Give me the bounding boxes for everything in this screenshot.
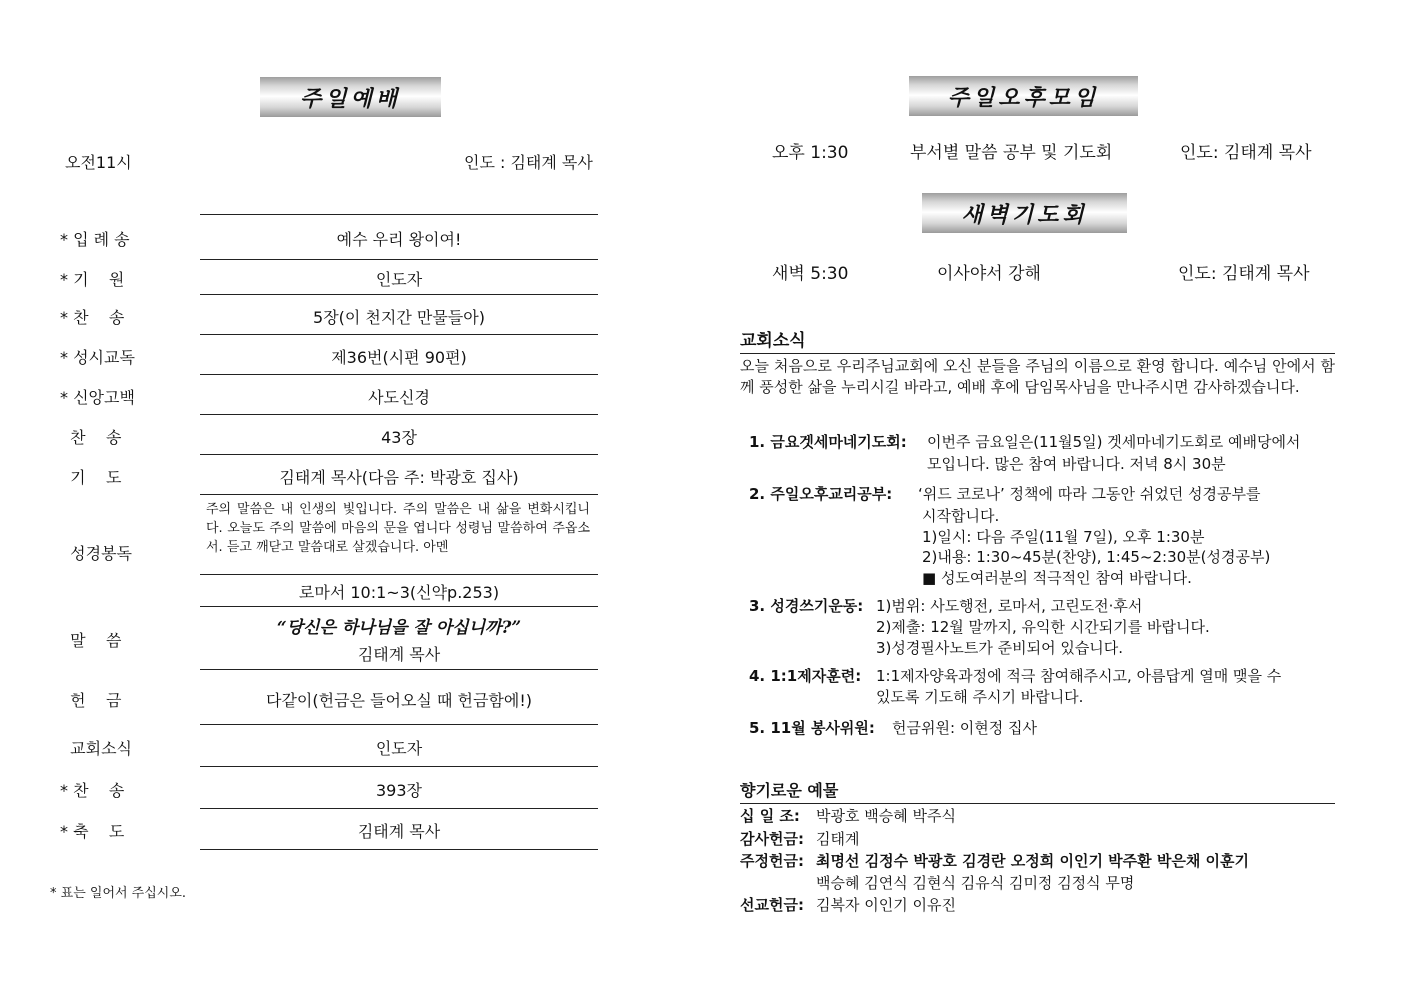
order-value: 김태계 목사(다음 주: 박광호 집사) <box>279 468 519 487</box>
worship-leader: 인도 : 김태계 목사 <box>464 153 593 172</box>
afternoon-time: 오후 1:30 <box>772 143 849 163</box>
order-label: * 입 례 송 <box>60 230 130 249</box>
order-line <box>200 808 598 809</box>
standing-footnote: * 표는 일어서 주십시오. <box>50 886 187 901</box>
afternoon-title: 주일오후모임 <box>909 76 1138 116</box>
order-label: 헌 금 <box>60 691 122 710</box>
scripture-reading-prayer: 주의 말씀은 내 인생의 빛입니다. 주의 말씀은 내 삶을 변화시킵니다. 오늘도 주의 말씀에 마음의 문을 엽니다 성령님 말씀하여 주옵소서. 듣고 깨닫고 말씀대로 살겠습니다. 아멘 <box>206 502 590 555</box>
offering-label: 감사헌금: <box>740 830 804 848</box>
order-label: * 기 원 <box>60 270 125 289</box>
order-line <box>200 606 598 607</box>
order-line <box>200 414 598 415</box>
order-line <box>200 259 598 260</box>
scripture-reference: 로마서 10:1~3(신약p.253) <box>298 583 500 602</box>
worship-title: 주일예배 <box>260 77 441 117</box>
offering-names: 김태계 <box>816 830 860 848</box>
order-label: 기 도 <box>60 468 122 487</box>
sermon-preacher: 김태계 목사 <box>357 645 441 664</box>
order-value: 인도자 <box>375 739 423 758</box>
order-label: * 찬 송 <box>60 781 125 800</box>
order-value: 43장 <box>381 428 417 447</box>
order-label: * 찬 송 <box>60 308 125 327</box>
news-item-label: 1. 금요겟세마네기도회: <box>749 433 907 451</box>
order-label: 말 씀 <box>60 631 122 650</box>
order-value: 393장 <box>376 781 422 800</box>
order-value: 인도자 <box>375 270 423 289</box>
offering-names: 박광호 백승혜 박주식 <box>816 807 956 825</box>
news-item-line: ‘위드 코로나’ 정책에 따라 그동안 쉬었던 성경공부를 <box>918 485 1261 503</box>
dawn-time: 새벽 5:30 <box>772 264 849 284</box>
order-line <box>200 766 598 767</box>
order-line <box>200 669 598 670</box>
order-label: * 성시교독 <box>60 348 135 367</box>
offering-label: 십 일 조: <box>740 807 800 825</box>
order-value: 예수 우리 왕이여! <box>336 230 462 249</box>
news-item-line: 1)일시: 다음 주일(11월 7일), 오후 1:30분 <box>922 528 1205 546</box>
news-heading: 교회소식 <box>740 326 1335 354</box>
order-value: 5장(이 천지간 만물들아) <box>313 308 485 327</box>
offering-heading: 향기로운 예물 <box>740 778 1335 804</box>
order-line <box>200 574 598 575</box>
news-item-line: 헌금위원: 이현정 집사 <box>892 719 1038 737</box>
news-item-line: 모입니다. 많은 참여 바랍니다. 저녁 8시 30분 <box>927 455 1226 473</box>
order-value: 사도신경 <box>368 388 430 407</box>
afternoon-desc: 부서별 말씀 공부 및 기도회 <box>910 143 1113 163</box>
news-item-line: 시작합니다. <box>922 507 1000 525</box>
sermon-title: “당신은 하나님을 잘 아십니까?” <box>276 618 522 638</box>
order-label: * 축 도 <box>60 822 125 841</box>
news-item-line: 3)성경필사노트가 준비되어 있습니다. <box>876 639 1124 657</box>
order-line <box>200 849 598 850</box>
order-label: * 신앙고백 <box>60 388 135 407</box>
news-item-line: 2)내용: 1:30~45분(찬양), 1:45~2:30분(성경공부) <box>922 548 1271 566</box>
news-item-label: 5. 11월 봉사위원: <box>749 719 875 737</box>
news-item-label: 2. 주일오후교리공부: <box>749 485 893 503</box>
order-line <box>200 454 598 455</box>
dawn-leader: 인도: 김태계 목사 <box>1178 264 1310 284</box>
news-item-label: 4. 1:1제자훈련: <box>749 667 862 685</box>
order-label: 성경봉독 <box>60 544 132 563</box>
order-line <box>200 214 598 215</box>
news-item-label: 3. 성경쓰기운동: <box>749 597 864 615</box>
news-item-line: ■ 성도여러분의 적극적인 참여 바랍니다. <box>922 569 1192 587</box>
offering-names: 김복자 이인기 이유진 <box>816 896 956 914</box>
news-item-line: 2)제출: 12월 말까지, 유익한 시간되기를 바랍니다. <box>876 618 1210 636</box>
order-value: 김태계 목사 <box>357 822 441 841</box>
dawn-desc: 이사야서 강해 <box>937 264 1041 284</box>
order-label: 교회소식 <box>60 739 132 758</box>
order-value: 제36번(시편 90편) <box>331 348 467 367</box>
dawn-title: 새벽기도회 <box>922 193 1127 233</box>
order-line <box>200 294 598 295</box>
worship-time: 오전11시 <box>65 153 132 172</box>
news-item-line: 1:1제자양육과정에 적극 참여해주시고, 아름답게 열매 맺을 수 <box>876 667 1282 685</box>
news-item-line: 이번주 금요일은(11월5일) 겟세마네기도회로 예배당에서 <box>927 433 1301 451</box>
news-item-line: 1)범위: 사도행전, 로마서, 고린도전·후서 <box>876 597 1143 615</box>
order-line <box>200 724 598 725</box>
offering-label: 주정헌금: <box>740 852 804 870</box>
order-line <box>200 334 598 335</box>
news-item-line: 있도록 기도해 주시기 바랍니다. <box>876 688 1084 706</box>
order-value: 다같이(헌금은 들어오실 때 헌금함에!) <box>266 691 532 710</box>
order-label: 찬 송 <box>60 428 122 447</box>
afternoon-leader: 인도: 김태계 목사 <box>1180 143 1312 163</box>
news-intro: 오늘 처음으로 우리주님교회에 오신 분들을 주님의 이름으로 환영 합니다. 예수님 안에서 함께 풍성한 삶을 누리시길 바라고, 예배 후에 담임목사님을 만나주시면 감사하겠습니다. <box>740 357 1335 396</box>
offering-label: 선교헌금: <box>740 896 804 914</box>
offering-names: 백승혜 김연식 김현식 김유식 김미정 김정식 무명 <box>816 874 1135 892</box>
offering-names: 최명선 김정수 박광호 김경란 오정희 이인기 박주환 박은채 이훈기 <box>816 852 1250 870</box>
order-line <box>200 374 598 375</box>
order-line <box>200 494 598 495</box>
